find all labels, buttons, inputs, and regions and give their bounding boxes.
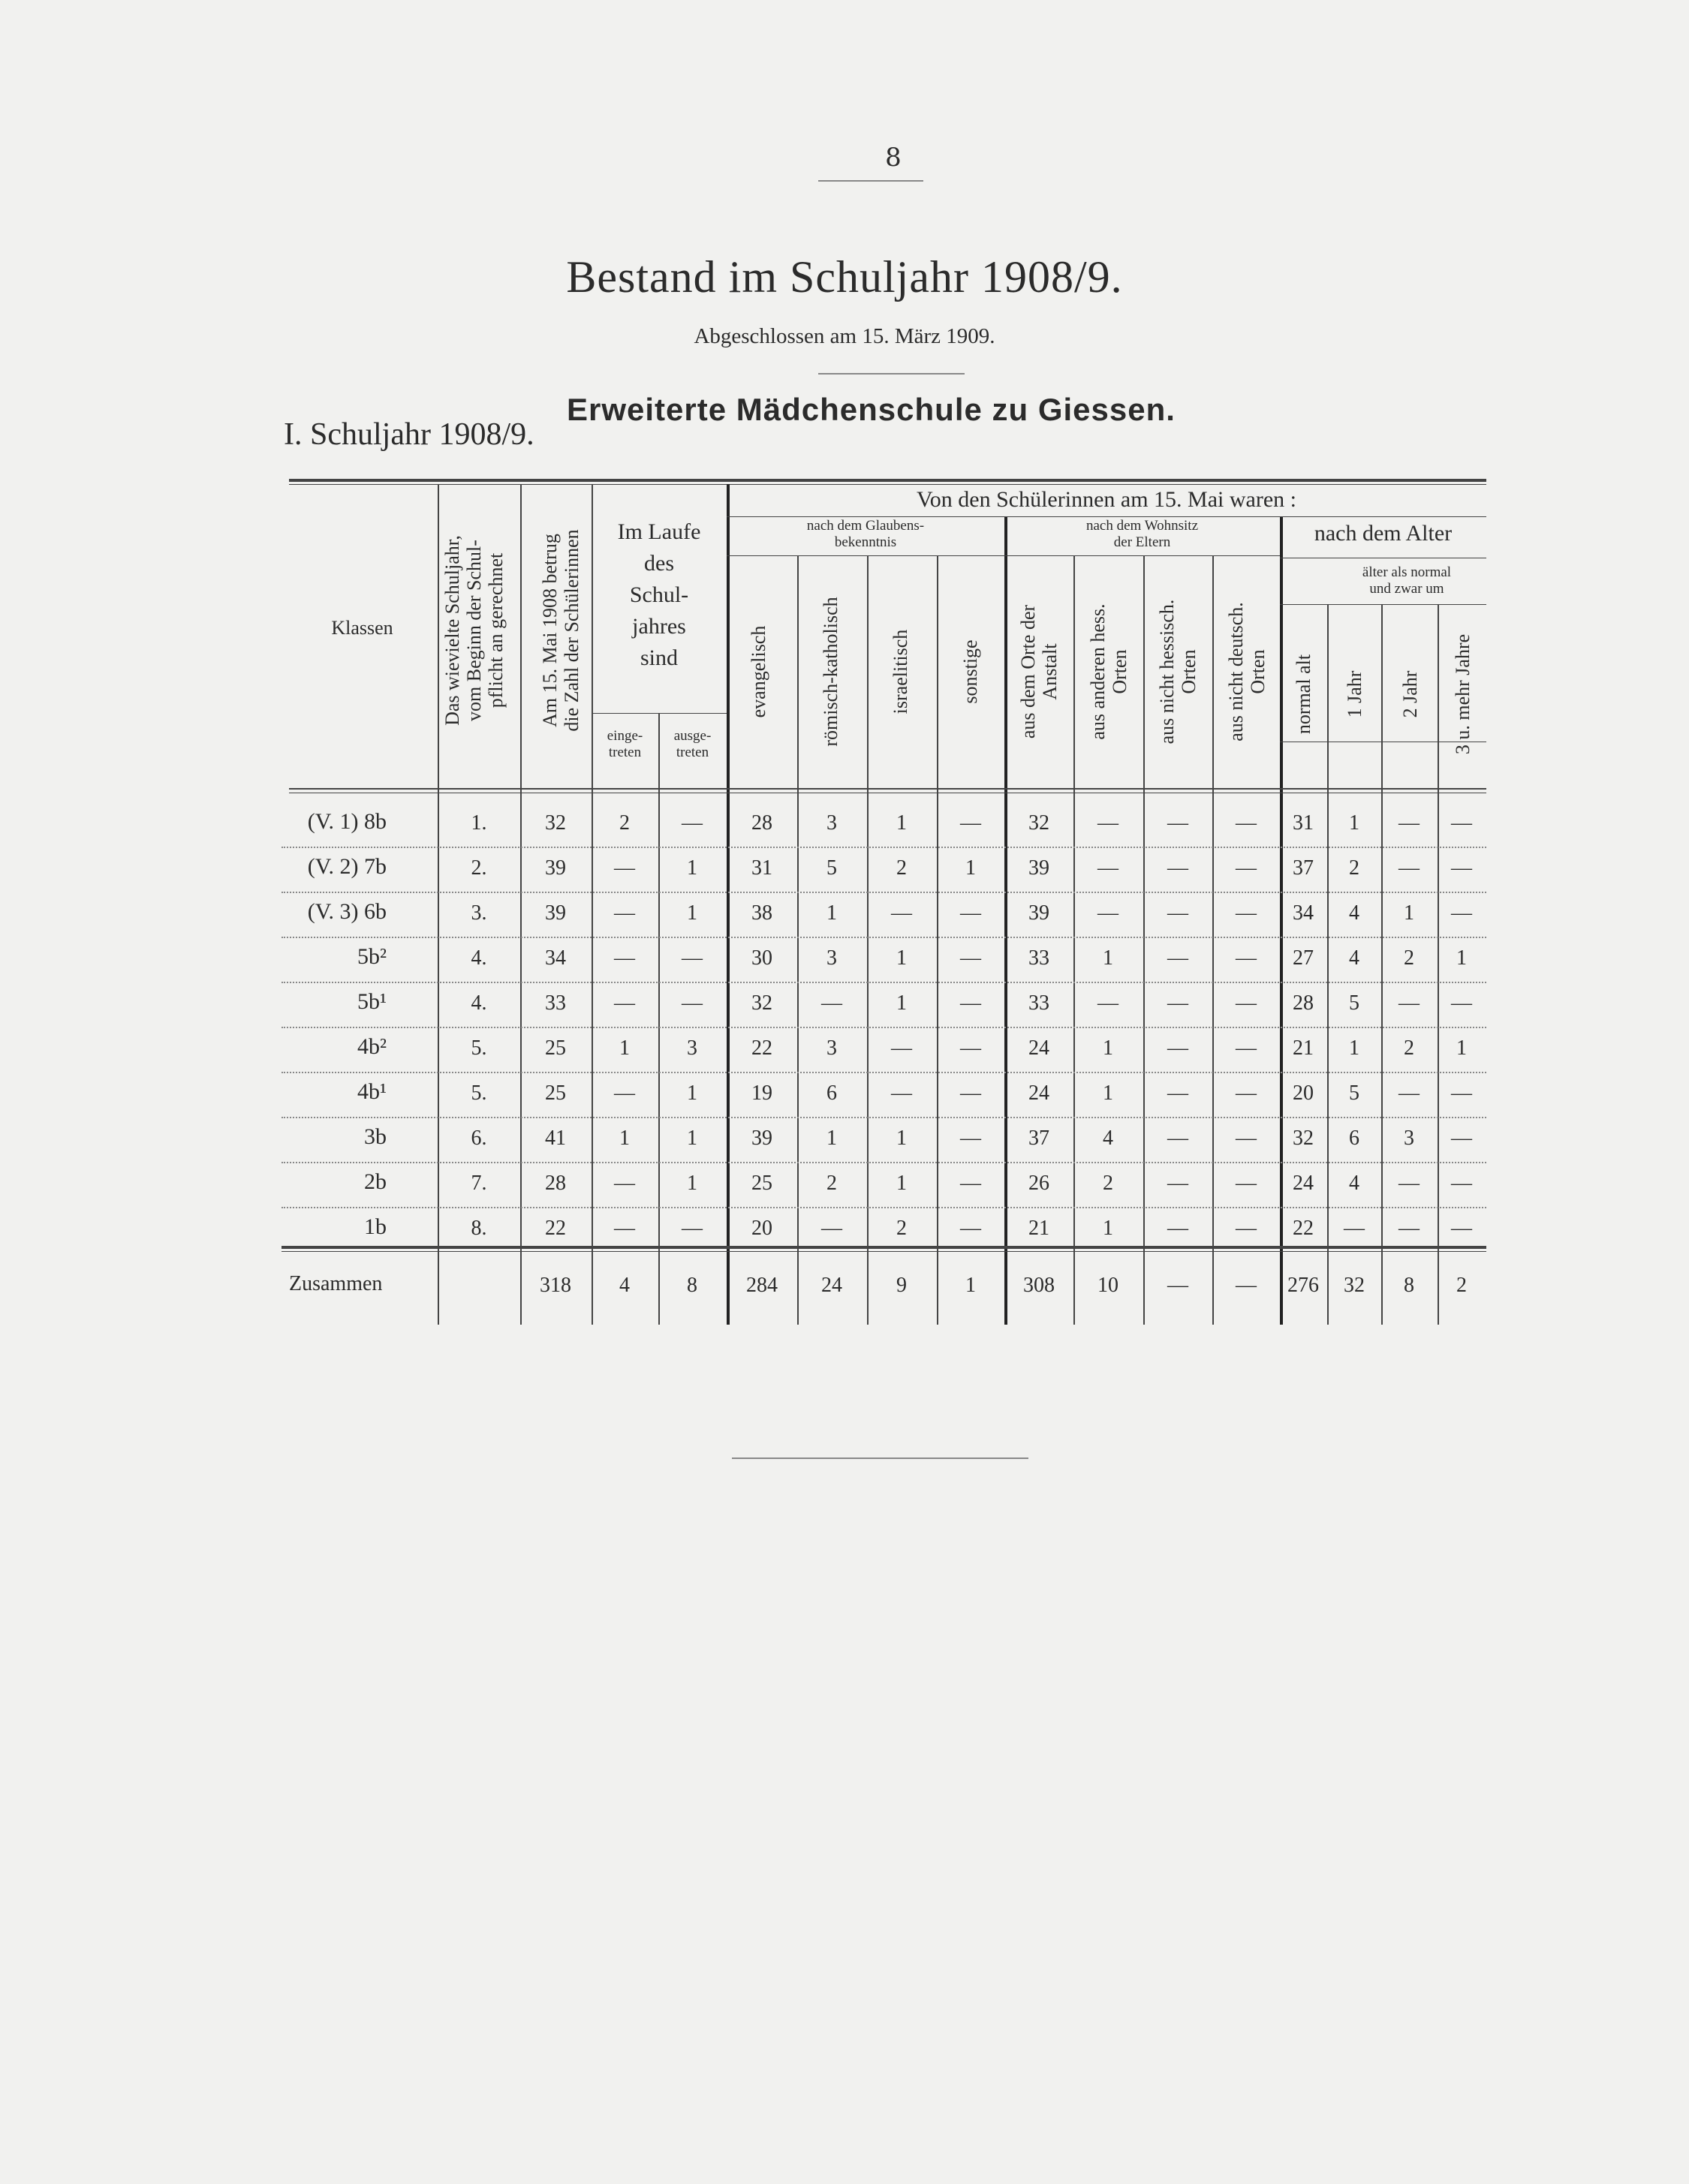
table-cell: — [1451,811,1472,835]
table-cell: 3 [826,811,837,835]
table-cell: — [1167,991,1188,1015]
table-cell: 8 [687,1274,697,1297]
header-aelter: älter als normal und zwar um [1362,564,1452,597]
section-heading: I. Schuljahr 1908/9. [284,417,534,452]
table-cell: — [614,1217,635,1240]
table-cell: — [960,991,981,1015]
table-cell: 2 [1404,946,1414,970]
column-rule [1212,555,1214,1325]
table-cell: — [1451,1172,1472,1195]
header-nicht-deutsch: aus nicht deutsch. Orten [1225,602,1269,742]
table-cell: 1 [1456,1036,1467,1060]
table-cell: 1 [896,811,907,835]
table-cell: 2 [896,856,907,880]
table-cell: — [1236,901,1257,925]
header-1-jahr: 1 Jahr [1344,670,1365,718]
table-cell: — [1167,811,1188,835]
row-label: 5b¹ [357,989,387,1014]
table-cell: — [1167,946,1188,970]
table-cell: — [614,946,635,970]
table-cell: 1 [1404,901,1414,925]
table-cell: — [821,1217,842,1240]
row-separator [282,1072,1486,1073]
table-cell: 7. [471,1172,487,1195]
header-eingetreten: einge- treten [607,728,643,760]
table-cell: — [682,811,703,835]
table-cell: — [960,1127,981,1150]
header-glaubensbekenntnis: nach dem Glaubens- bekenntnis [806,518,925,550]
table-cell: 21 [1293,1036,1314,1060]
table-cell: 1 [1103,1081,1113,1105]
column-rule [438,484,439,1325]
table-cell: 28 [545,1172,566,1195]
header-von-den: Von den Schülerinnen am 15. Mai waren : [916,487,1296,512]
table-cell: — [1236,1081,1257,1105]
divider [818,373,965,375]
table-cell: 19 [751,1081,772,1105]
total-rule [282,1251,1486,1252]
row-label: (V. 2) 7b [307,854,387,879]
table-cell: — [960,811,981,835]
table-cell: — [1167,1172,1188,1195]
header-normal-alt: normal alt [1293,654,1314,735]
table-cell: 1 [687,1172,697,1195]
table-cell: — [1398,1172,1420,1195]
table-cell: — [1398,1217,1420,1240]
header-3-jahre: 3 u. mehr Jahre [1452,633,1474,755]
table-cell: — [1236,1274,1257,1297]
header-evangelisch: evangelisch [748,625,769,718]
table-cell: 25 [751,1172,772,1195]
table-cell: — [1167,1127,1188,1150]
subtitle: Abgeschlossen am 15. März 1909. [694,324,995,348]
table-cell: 3 [826,1036,837,1060]
table-cell: — [960,1036,981,1060]
table-cell: 34 [545,946,566,970]
row-separator [282,1207,1486,1208]
row-separator [282,1162,1486,1163]
table-cell: 6. [471,1127,487,1150]
row-label: (V. 3) 6b [307,899,387,924]
table-cell: — [1167,856,1188,880]
table-cell: 3 [1404,1127,1414,1150]
table-cell: — [1167,1081,1188,1105]
table-cell: 1 [619,1127,630,1150]
table-cell: 1 [687,1127,697,1150]
table-cell: 3. [471,901,487,925]
table-cell: 20 [751,1217,772,1240]
table-cell: 318 [540,1274,571,1297]
table-cell: 25 [545,1081,566,1105]
table-cell: — [891,1081,912,1105]
table-cell: 31 [1293,811,1314,835]
table-cell: 4 [1103,1127,1113,1150]
table-cell: 2 [1349,856,1359,880]
table-cell: 1 [896,1172,907,1195]
table-cell: — [960,946,981,970]
table-cell: 4. [471,946,487,970]
table-cell: 308 [1023,1274,1055,1297]
table-cell: — [614,991,635,1015]
table-cell: — [682,1217,703,1240]
table-cell: 24 [1293,1172,1314,1195]
table-cell: 4. [471,991,487,1015]
row-label: 4b¹ [357,1079,387,1104]
table-cell: — [960,901,981,925]
table-cell: 41 [545,1127,566,1150]
table-cell: — [614,1172,635,1195]
table-cell: 1 [896,946,907,970]
table-cell: 1 [826,901,837,925]
table-cell: 32 [1293,1127,1314,1150]
row-separator [282,982,1486,983]
table-cell: 1 [1103,1036,1113,1060]
table-cell: 2 [896,1217,907,1240]
table-cell: 24 [821,1274,842,1297]
header-katholisch: römisch-katholisch [820,597,841,747]
table-cell: — [960,1172,981,1195]
table-cell: — [891,901,912,925]
row-label: 5b² [357,944,387,969]
table-cell: — [682,991,703,1015]
table-cell: — [1097,901,1118,925]
table-cell: 8. [471,1217,487,1240]
page-number: 8 [885,143,902,173]
table-cell: — [1236,1217,1257,1240]
table-cell: 30 [751,946,772,970]
table-cell: — [1236,856,1257,880]
table-cell: 22 [751,1036,772,1060]
table-cell: — [1097,811,1118,835]
table-cell: 22 [1293,1217,1314,1240]
table-cell: — [614,901,635,925]
table-cell: 1 [826,1127,837,1150]
table-cell: 1 [1103,946,1113,970]
row-label: Zusammen [289,1272,383,1295]
header-zahl: Am 15. Mai 1908 betrug die Zahl der Schülerinnen [539,529,583,732]
table-cell: 8 [1404,1274,1414,1297]
school-name: Erweiterte Mädchenschule zu Giessen. [567,392,1176,427]
header-2-jahr: 2 Jahr [1399,670,1421,718]
header-rule [592,713,727,714]
table-cell: 28 [751,811,772,835]
table-cell: 1 [1349,811,1359,835]
table-cell: — [1167,1217,1188,1240]
row-label: (V. 1) 8b [307,809,387,834]
table-cell: 38 [751,901,772,925]
table-cell: 4 [1349,946,1359,970]
table-cell: — [1236,1036,1257,1060]
table-cell: 5 [1349,991,1359,1015]
row-separator [282,1117,1486,1118]
table-cell: — [1236,1127,1257,1150]
table-cell: — [1344,1217,1365,1240]
table-cell: — [1167,1036,1188,1060]
column-rule [1327,604,1329,1325]
table-cell: — [1236,1172,1257,1195]
row-label: 2b [364,1169,387,1194]
header-israelitisch: israelitisch [890,629,911,714]
table-cell: — [960,1217,981,1240]
header-rule [727,516,1486,517]
table-cell: 3 [687,1036,697,1060]
row-separator [282,1027,1486,1028]
row-label: 1b [364,1214,387,1239]
table-cell: — [1236,991,1257,1015]
column-rule [937,555,938,1325]
table-cell: 20 [1293,1081,1314,1105]
table-cell: — [1236,811,1257,835]
table-cell: — [1097,856,1118,880]
total-rule [282,1246,1486,1249]
row-separator [282,937,1486,938]
table-cell: 4 [1349,1172,1359,1195]
header-im-laufe: Im Laufe des Schul- jahres sind [617,519,701,670]
table-cell: 1 [965,856,976,880]
table-cell: 34 [1293,901,1314,925]
table-cell: 5. [471,1036,487,1060]
table-cell: 39 [1028,856,1049,880]
table-cell: 6 [826,1081,837,1105]
header-rule [727,555,1280,556]
table-cell: — [1451,1127,1472,1150]
header-sonstige: sonstige [959,639,981,704]
table-cell: — [1167,1274,1188,1297]
table-cell: — [1398,811,1420,835]
column-rule [1143,555,1145,1325]
table-cell: 33 [1028,991,1049,1015]
header-klassen: Klassen [331,617,393,639]
table-cell: 1 [687,901,697,925]
table-cell: — [614,856,635,880]
table-cell: — [1451,991,1472,1015]
table-cell: — [1236,946,1257,970]
table-cell: 32 [751,991,772,1015]
row-label: 3b [364,1124,387,1149]
table-cell: — [960,1081,981,1105]
table-cell: — [1398,991,1420,1015]
row-separator [282,892,1486,893]
table-cell: 2 [1456,1274,1467,1297]
table-cell: 4 [1349,901,1359,925]
table-cell: — [1398,856,1420,880]
header-rule [1280,604,1486,605]
table-cell: 2 [826,1172,837,1195]
table-cell: 9 [896,1274,907,1297]
table-cell: 2 [1103,1172,1113,1195]
header-alter: nach dem Alter [1314,521,1453,546]
table-cell: 33 [1028,946,1049,970]
table-cell: — [821,991,842,1015]
table-cell: 39 [545,856,566,880]
table-cell: 25 [545,1036,566,1060]
table-cell: 276 [1287,1274,1319,1297]
table-cell: 2. [471,856,487,880]
table-cell: — [1451,856,1472,880]
table-cell: 5. [471,1081,487,1105]
table-cell: 27 [1293,946,1314,970]
table-cell: 2 [619,811,630,835]
table-cell: — [1451,901,1472,925]
table-cell: 39 [545,901,566,925]
row-label: 4b² [357,1034,387,1059]
table-cell: 4 [619,1274,630,1297]
table-cell: 1 [965,1274,976,1297]
table-cell: — [891,1036,912,1060]
table-cell: 32 [545,811,566,835]
table-cell: 1 [619,1036,630,1060]
header-orte-anstalt: aus dem Orte der Anstalt [1017,604,1061,739]
table-cell: 6 [1349,1127,1359,1150]
table-cell: — [1097,991,1118,1015]
header-bottom-rule [289,788,1486,790]
table-cell: 33 [545,991,566,1015]
table-cell: — [614,1081,635,1105]
header-andere-hess: aus anderen hess. Orten [1087,603,1131,740]
table-cell: 24 [1028,1036,1049,1060]
table-cell: 284 [746,1274,778,1297]
table-cell: 39 [1028,901,1049,925]
column-rule [727,484,730,1325]
row-separator [282,847,1486,848]
table-cell: 1 [687,1081,697,1105]
table-cell: 1 [687,856,697,880]
divider [818,180,923,182]
table-cell: 1 [1103,1217,1113,1240]
table-cell: 31 [751,856,772,880]
header-nicht-hess: aus nicht hessisch. Orten [1156,599,1200,745]
column-rule [797,555,799,1325]
table-cell: 28 [1293,991,1314,1015]
table-cell: 32 [1028,811,1049,835]
table-cell: 1 [896,1127,907,1150]
table-cell: 22 [545,1217,566,1240]
table-cell: 5 [826,856,837,880]
table-cell: — [1167,901,1188,925]
table-cell: 32 [1344,1274,1365,1297]
header-ausgetreten: ausge- treten [673,728,712,760]
table-cell: — [682,946,703,970]
table-cell: 1 [896,991,907,1015]
page-title: Bestand im Schuljahr 1908/9. [566,252,1123,302]
column-rule [867,555,869,1325]
header-wohnsitz: nach dem Wohnsitz der Eltern [1085,518,1199,550]
table-cell: 21 [1028,1217,1049,1240]
column-rule [1073,555,1075,1325]
column-rule [658,713,660,1325]
table-cell: 39 [751,1127,772,1150]
table-cell: — [1398,1081,1420,1105]
header-schuljahr: Das wievielte Schuljahr, vom Beginn der Schul- pflicht an gerechnet [441,535,507,726]
table-cell: 26 [1028,1172,1049,1195]
table-cell: 5 [1349,1081,1359,1105]
table-cell: — [1451,1217,1472,1240]
table-cell: 1 [1349,1036,1359,1060]
table-cell: 24 [1028,1081,1049,1105]
table-cell: — [1451,1081,1472,1105]
table-cell: 10 [1097,1274,1118,1297]
table-cell: 37 [1028,1127,1049,1150]
table-cell: 3 [826,946,837,970]
table-cell: 37 [1293,856,1314,880]
table-cell: 1. [471,811,487,835]
table-cell: 2 [1404,1036,1414,1060]
bottom-divider [732,1458,1028,1459]
table-cell: 1 [1456,946,1467,970]
